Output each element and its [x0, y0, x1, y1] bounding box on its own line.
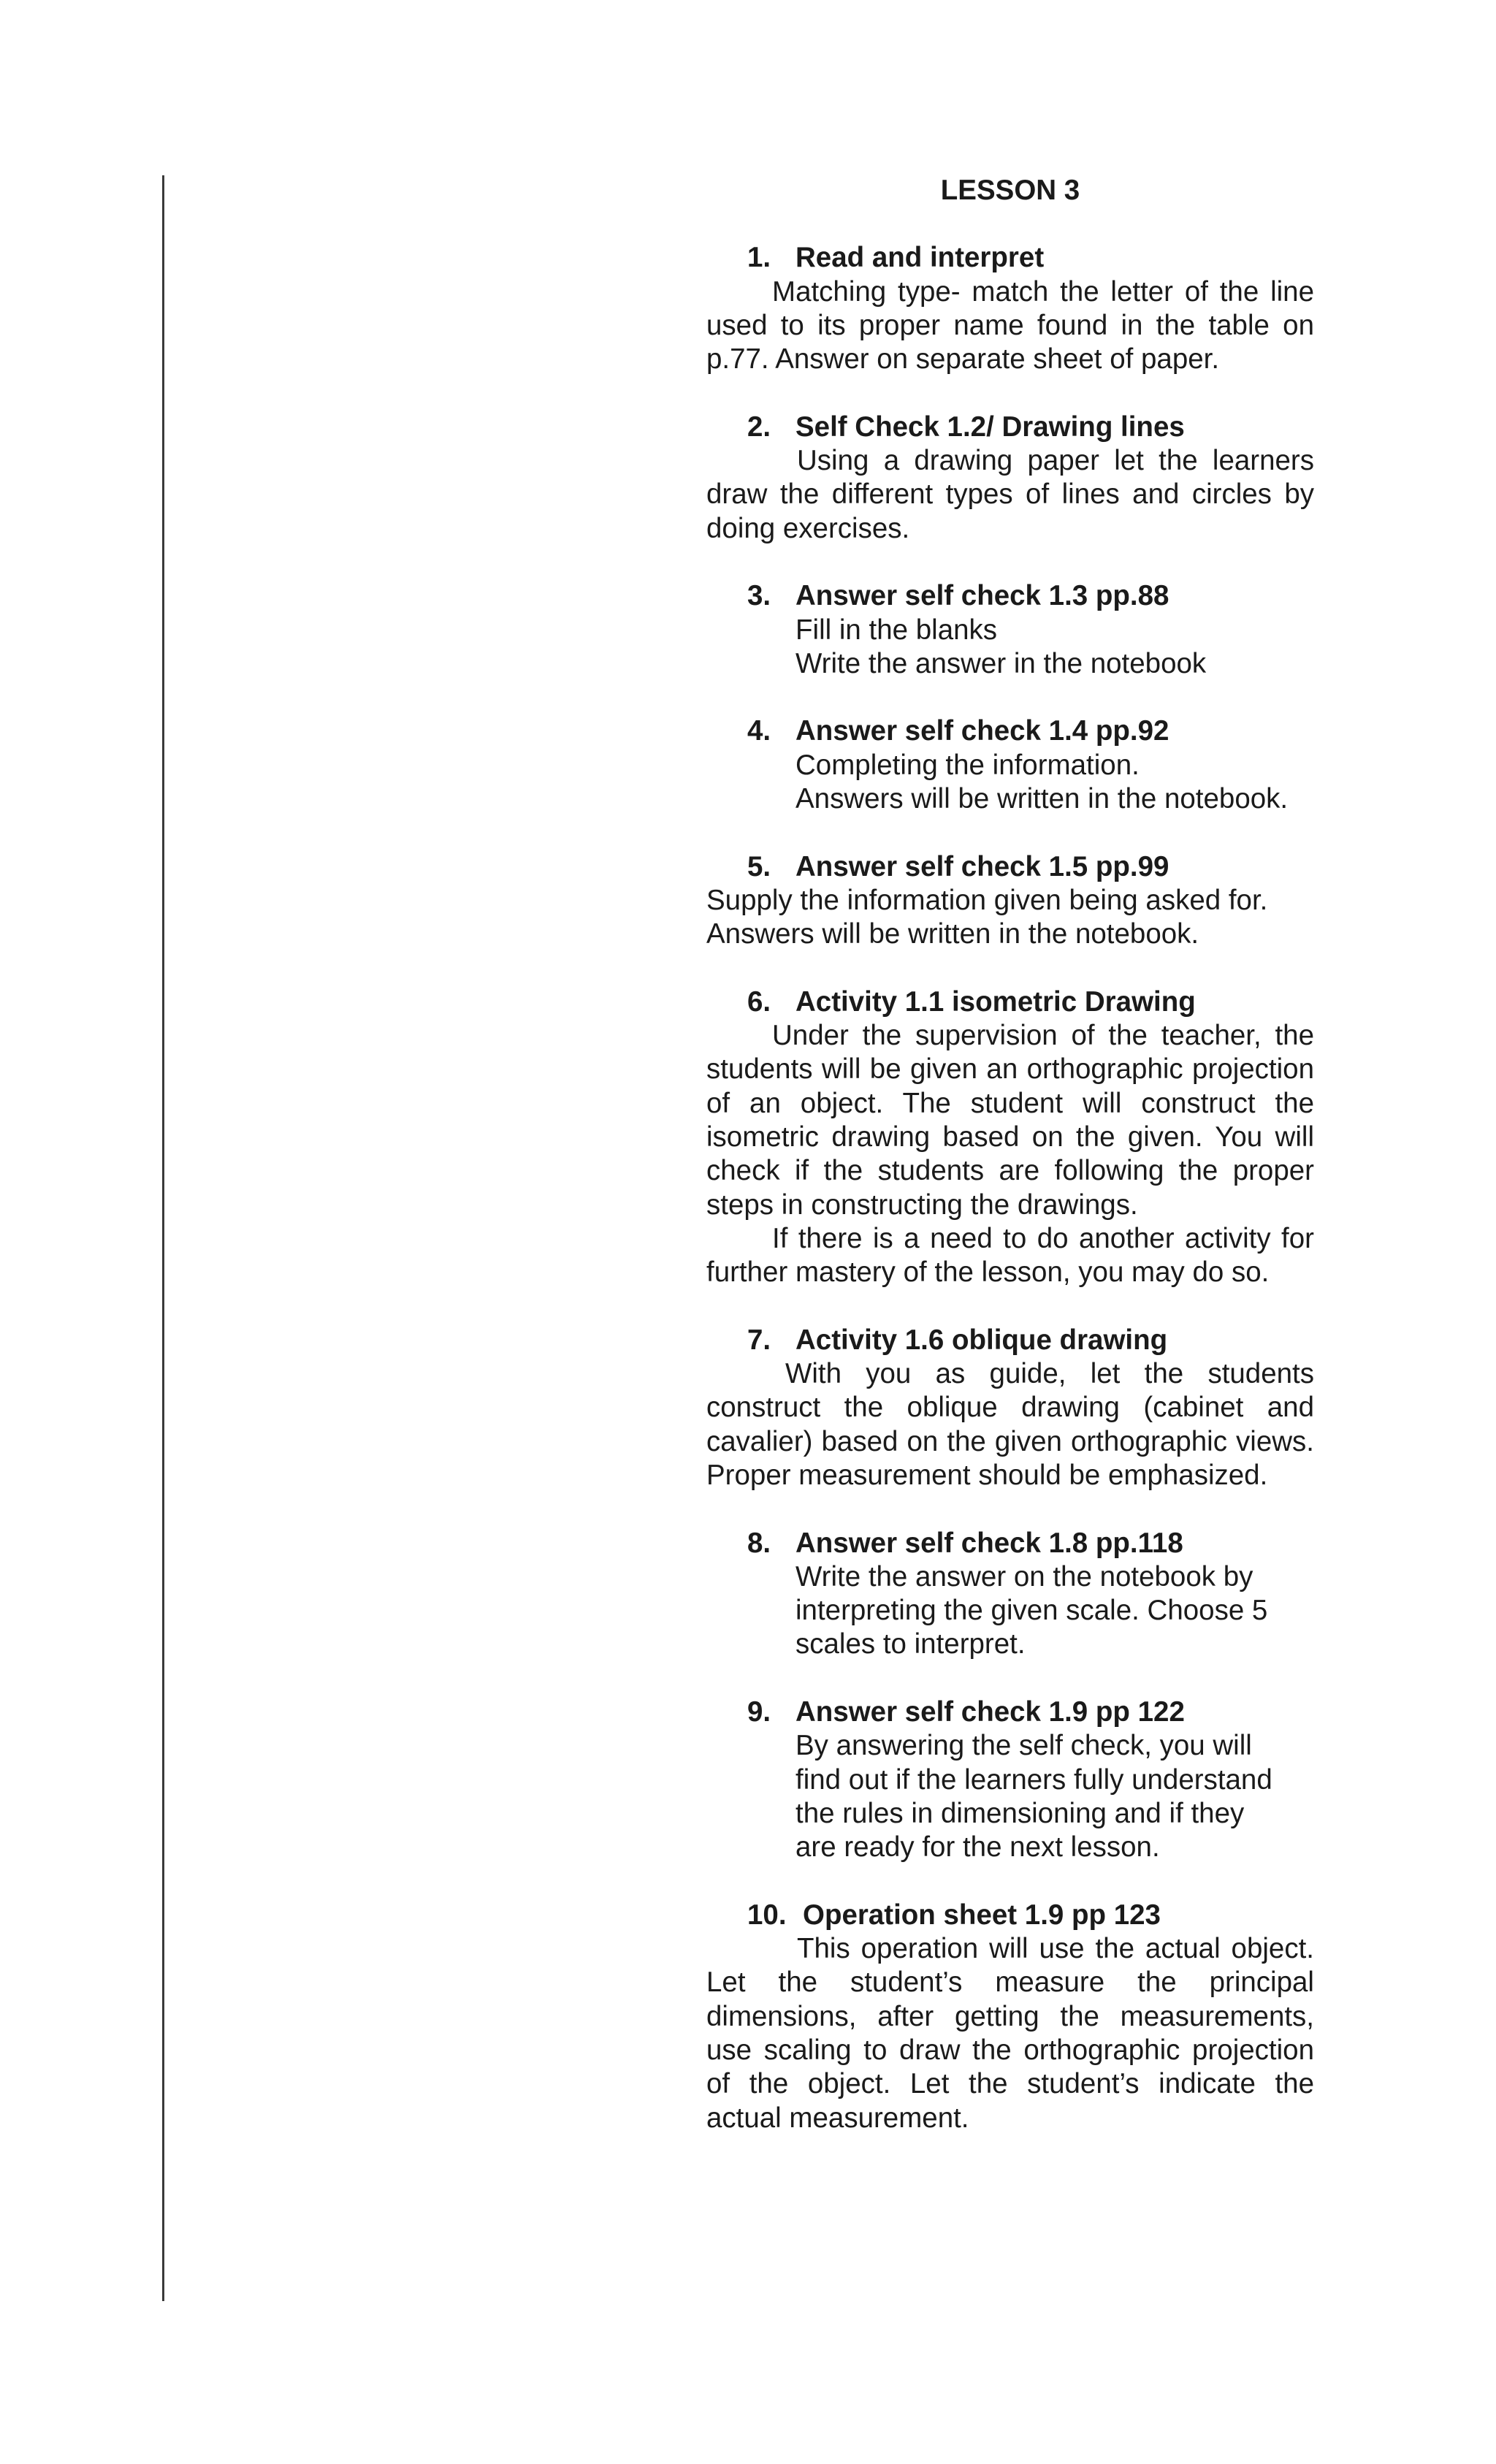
- item-heading: [706, 1527, 1314, 1560]
- item-paragraph: Matching type- match the letter of the line used to its proper name found in the table on p.77. Answer on separate sheet of paper.: [706, 275, 1314, 375]
- margin-rule: [162, 175, 164, 2301]
- item-heading: [706, 850, 1314, 884]
- item-line: the rules in dimensioning and if they: [795, 1797, 1245, 1829]
- item-line: Answers will be written in the notebook.: [706, 918, 1199, 950]
- item-heading-text: Answer self check 1.9 pp 122: [795, 1696, 1185, 1728]
- item-paragraph: With you as guide, let the students construct the oblique drawing (cabinet and cavalier) based on the given orthographic views. Proper measurement should be emphasized.: [706, 1358, 1314, 1491]
- item-line: scales to interpret.: [795, 1628, 1026, 1660]
- item-number: 8.: [747, 1527, 771, 1559]
- item-number: 5.: [747, 850, 771, 882]
- item-line: find out if the learners fully understand: [795, 1763, 1272, 1796]
- item-line: Write the answer in the notebook: [795, 647, 1207, 679]
- item-number: 1.: [747, 242, 771, 274]
- item-heading: [706, 714, 1314, 748]
- lesson-item-5: [706, 850, 1314, 952]
- item-line: interpreting the given scale. Choose 5: [795, 1595, 1268, 1627]
- item-heading-text: Answer self check 1.8 pp.118: [795, 1527, 1183, 1559]
- item-line: Fill in the blanks: [795, 614, 998, 646]
- item-heading-text: Answer self check 1.3 pp.88: [795, 580, 1169, 612]
- item-line: are ready for the next lesson.: [795, 1831, 1160, 1864]
- item-line: Answers will be written in the notebook.: [795, 783, 1289, 815]
- item-heading: [706, 1696, 1314, 1729]
- item-heading-text: Activity 1.6 oblique drawing: [795, 1324, 1168, 1356]
- item-heading-text: Answer self check 1.4 pp.92: [795, 715, 1169, 747]
- item-paragraph: This operation will use the actual object. Let the student’s measure the principal dimensions, after getting the measurements, use scaling to draw the orthographic projection of the object. Let the student’s indicate the actual measurement.: [706, 1933, 1314, 2134]
- item-paragraph: If there is a need to do another activity for further mastery of the lesson, you may do so.: [706, 1222, 1314, 1289]
- lesson-item-10: [706, 1899, 1314, 2135]
- item-heading: [706, 1324, 1314, 1357]
- item-heading: [706, 985, 1314, 1019]
- item-heading-text: Activity 1.1 isometric Drawing: [795, 985, 1196, 1018]
- lesson-item-1: [706, 241, 1314, 376]
- lesson-item-9: [706, 1696, 1314, 1864]
- item-heading-text: Read and interpret: [795, 242, 1045, 274]
- lesson-item-4: [706, 714, 1314, 816]
- item-number: 3.: [747, 580, 771, 612]
- lesson-title: LESSON 3: [940, 175, 1080, 206]
- lesson-item-8: [706, 1527, 1314, 1662]
- lesson-item-6: [706, 985, 1314, 1290]
- item-heading: [706, 411, 1314, 444]
- lesson-item-2: [706, 411, 1314, 546]
- item-line: Completing the information.: [795, 749, 1140, 781]
- item-heading: [706, 1899, 1314, 1932]
- item-line: By answering the self check, you will: [795, 1730, 1252, 1762]
- item-number: 4.: [747, 715, 771, 747]
- item-number: 9.: [747, 1696, 771, 1728]
- lesson-content: [706, 174, 1314, 2169]
- item-number: 6.: [747, 985, 771, 1018]
- item-heading: [706, 241, 1314, 275]
- item-number: 7.: [747, 1324, 771, 1356]
- item-heading-text: Answer self check 1.5 pp.99: [795, 850, 1169, 882]
- item-paragraph: Using a drawing paper let the learners draw the different types of lines and circles by doing exercises.: [706, 445, 1314, 544]
- item-heading-text: Operation sheet 1.9 pp 123: [803, 1899, 1161, 1931]
- lesson-item-7: [706, 1324, 1314, 1492]
- item-paragraph: Under the supervision of the teacher, the students will be given an orthographic projection of an object. The student will construct the isometric drawing based on the given. You will check if the students are following the proper steps in constructing the drawings.: [706, 1020, 1314, 1221]
- item-number: 10.: [747, 1899, 787, 1931]
- item-heading-text: Self Check 1.2/ Drawing lines: [795, 411, 1185, 443]
- item-line: Write the answer on the notebook by: [795, 1560, 1253, 1593]
- item-line: Supply the information given being asked for.: [706, 884, 1268, 916]
- item-number: 2.: [747, 411, 771, 443]
- lesson-item-3: [706, 579, 1314, 681]
- item-heading: [706, 579, 1314, 613]
